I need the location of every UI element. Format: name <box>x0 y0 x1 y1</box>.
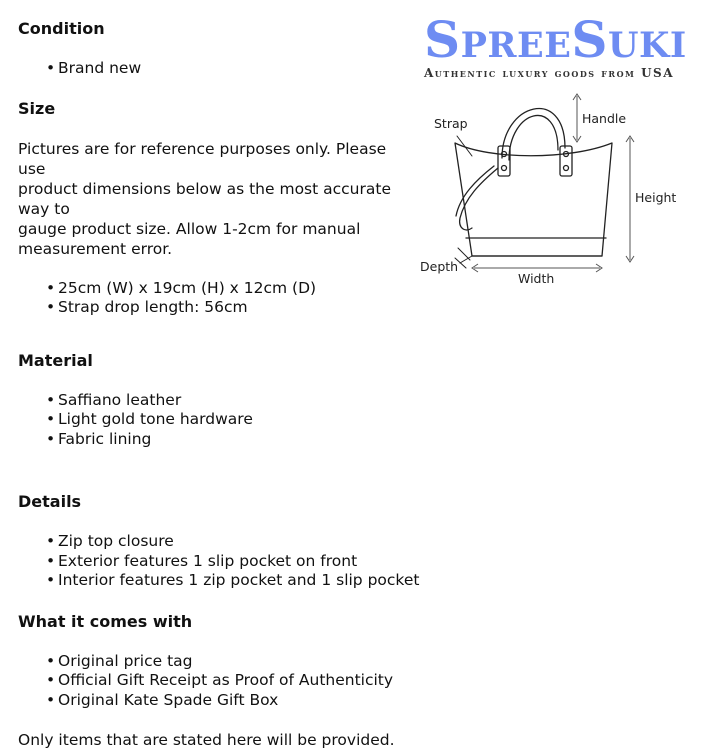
details-heading: Details <box>18 492 82 511</box>
depth-label: Depth <box>420 259 459 274</box>
details-list <box>18 532 418 591</box>
logo-title: SpreeSuki <box>424 10 687 69</box>
details-section <box>18 491 418 591</box>
strap-label: Strap <box>434 116 468 131</box>
list-item: • Exterior features 1 slip pocket on front <box>46 552 418 572</box>
spreesuki-logo <box>424 12 716 80</box>
comes-with-section <box>18 611 418 711</box>
list-item: • 25cm (W) x 19cm (H) x 12cm (D) <box>46 279 418 299</box>
condition-section <box>18 18 418 79</box>
condition-heading: Condition <box>18 19 105 38</box>
list-item: • Original Kate Spade Gift Box <box>46 691 418 711</box>
size-note-line: gauge product size. Allow 1-2cm for manual <box>18 219 361 238</box>
list-item: • Official Gift Receipt as Proof of Authenticity <box>46 671 418 691</box>
list-item: • Light gold tone hardware <box>46 410 418 430</box>
size-heading: Size <box>18 98 56 118</box>
list-item: • Fabric lining <box>46 430 418 450</box>
bag-dimension-diagram <box>410 88 710 293</box>
product-details <box>18 18 418 750</box>
list-item: • Interior features 1 zip pocket and 1 slip pocket <box>46 571 418 591</box>
list-item: • Saffiano leather <box>46 391 418 411</box>
material-heading: Material <box>18 350 93 370</box>
handle-dimension <box>573 94 581 142</box>
size-note-line: measurement error. <box>18 239 173 258</box>
bag-body-icon <box>455 143 612 256</box>
size-section <box>18 98 418 318</box>
list-item: • Strap drop length: 56cm <box>46 298 418 318</box>
width-label: Width <box>518 271 555 286</box>
footer-note: Only items that are stated here will be provided. <box>18 731 395 749</box>
size-note <box>18 139 418 259</box>
size-note-line: Pictures are for reference purposes only. Please use <box>18 139 387 178</box>
comes-with-heading: What it comes with <box>18 611 193 631</box>
logo-tagline: Authentic luxury goods from USA <box>424 66 675 80</box>
height-dimension <box>626 136 634 262</box>
size-note-line: product dimensions below as the most accurate way to <box>18 179 391 218</box>
size-list <box>18 279 418 318</box>
condition-list <box>18 59 418 79</box>
strap-icon <box>456 166 498 230</box>
handle-label: Handle <box>582 111 627 126</box>
material-section <box>18 350 418 450</box>
handle-icon <box>502 109 565 160</box>
height-label: Height <box>635 190 677 205</box>
material-list <box>18 391 418 450</box>
list-item: • Original price tag <box>46 652 418 672</box>
comes-with-list <box>18 652 418 711</box>
list-item: • Zip top closure <box>46 532 418 552</box>
list-item: • Brand new <box>46 59 418 79</box>
